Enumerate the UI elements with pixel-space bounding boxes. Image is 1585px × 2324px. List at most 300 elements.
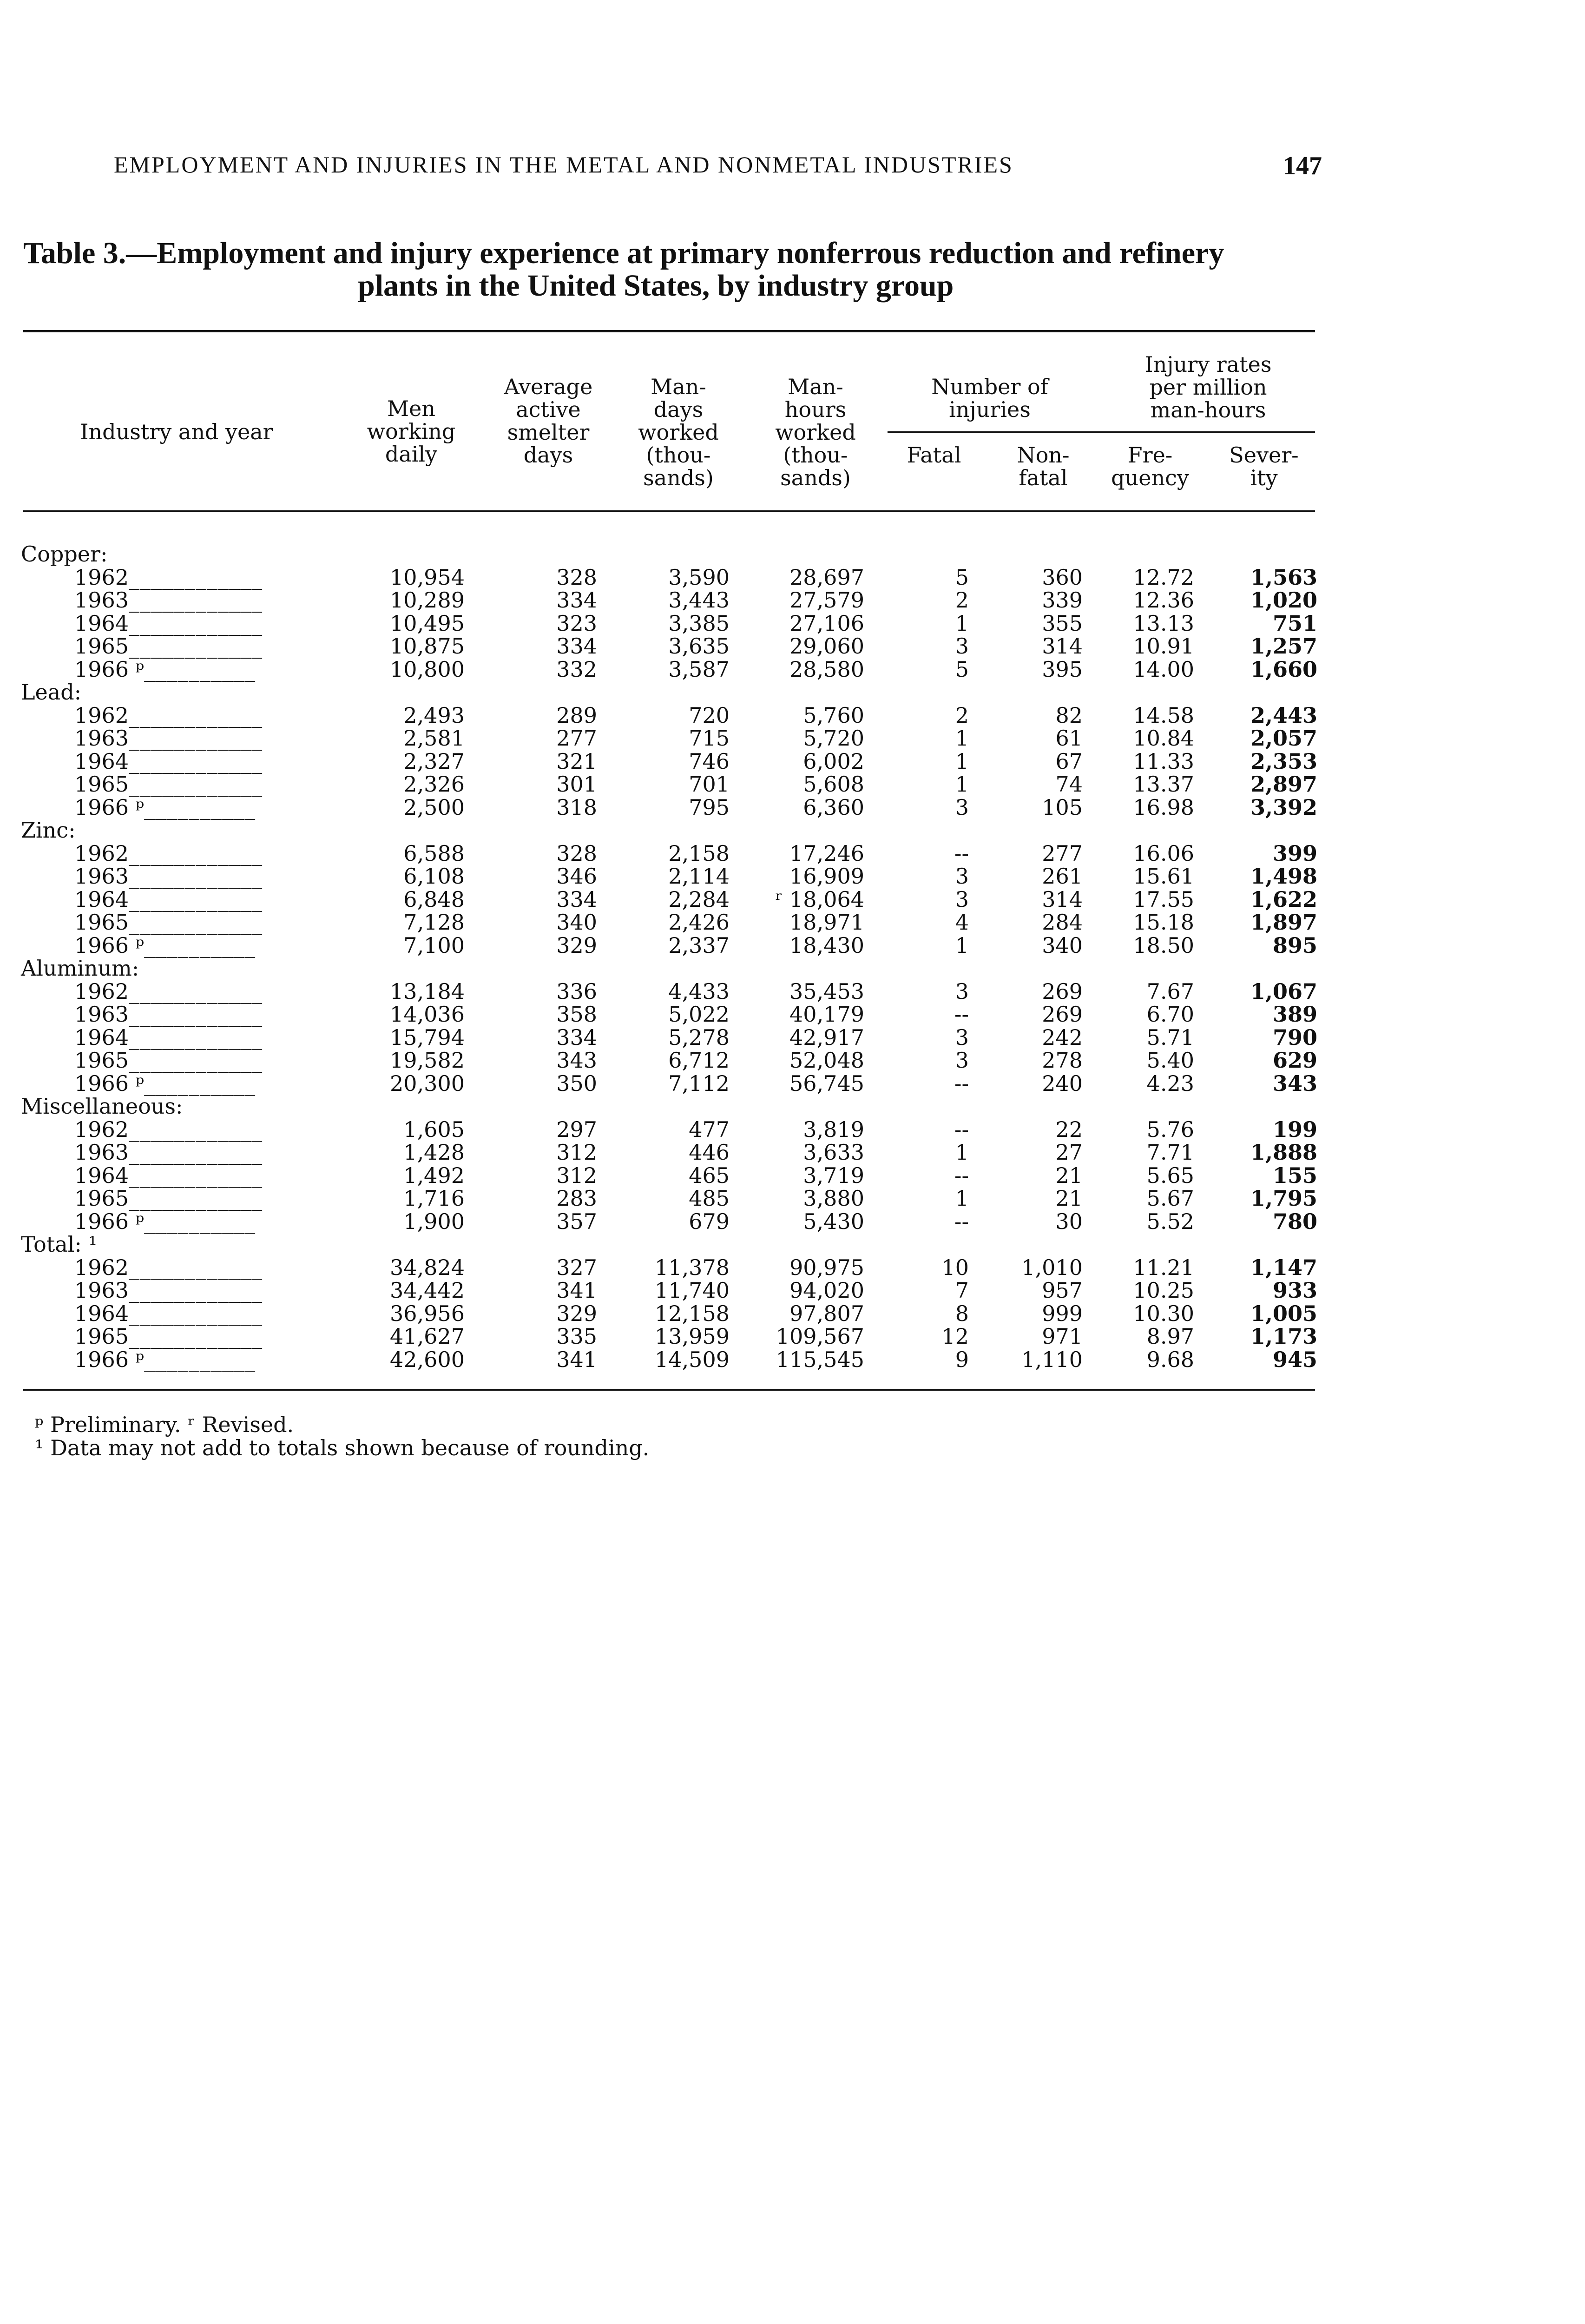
table-row bbox=[0, 934, 1585, 957]
running-head-title: EMPLOYMENT AND INJURIES IN THE METAL AND NONMETAL INDUSTRIES bbox=[114, 152, 1013, 178]
cell-nonfatal: 340 bbox=[1042, 932, 1083, 958]
cell-severity: 343 bbox=[1272, 1070, 1317, 1096]
cell-man-hours: 35,453 bbox=[789, 978, 864, 1004]
cell-man-hours: 18,430 bbox=[789, 932, 864, 958]
row-label-text: 1964 bbox=[74, 610, 129, 636]
cell-men-working-daily: 7,128 bbox=[403, 910, 465, 935]
table-row bbox=[0, 1141, 1585, 1164]
leader-dots: ____________ bbox=[129, 886, 263, 912]
cell-frequency: 11.33 bbox=[1133, 748, 1194, 774]
cell-smelter-days: 297 bbox=[556, 1116, 597, 1142]
cell-men-working-daily: 15,794 bbox=[390, 1024, 465, 1050]
table-row bbox=[0, 566, 1585, 589]
cell-severity: 1,173 bbox=[1250, 1324, 1317, 1349]
cell-smelter-days: 321 bbox=[556, 748, 597, 774]
group-label bbox=[21, 1095, 183, 1118]
cell-man-hours: 109,567 bbox=[776, 1324, 864, 1349]
cell-frequency: 13.13 bbox=[1133, 610, 1194, 636]
row-label-text: 1963 bbox=[74, 1002, 129, 1027]
row-label-text: 1963 bbox=[74, 1140, 129, 1165]
cell-man-days: 679 bbox=[689, 1208, 730, 1234]
year-label bbox=[74, 566, 263, 589]
cell-smelter-days: 289 bbox=[556, 702, 597, 728]
leader-dots: ____________ bbox=[129, 1140, 263, 1165]
row-label-text: 1966 ᵖ bbox=[74, 1208, 145, 1234]
leader-dots: ____________ bbox=[129, 564, 263, 590]
cell-man-days: 4,433 bbox=[668, 978, 730, 1004]
cell-smelter-days: 312 bbox=[556, 1162, 597, 1188]
cell-frequency: 4.23 bbox=[1146, 1070, 1194, 1096]
cell-men-working-daily: 42,600 bbox=[390, 1347, 465, 1372]
leader-dots: ____________ bbox=[129, 588, 263, 613]
cell-nonfatal: 277 bbox=[1042, 840, 1083, 866]
cell-nonfatal: 999 bbox=[1042, 1301, 1083, 1326]
year-label bbox=[74, 1302, 263, 1326]
table-row bbox=[0, 612, 1585, 635]
cell-man-days: 720 bbox=[689, 702, 730, 728]
cell-smelter-days: 328 bbox=[556, 840, 597, 866]
cell-frequency: 18.50 bbox=[1133, 932, 1194, 958]
cell-man-days: 6,712 bbox=[668, 1048, 730, 1073]
cell-man-hours: 6,360 bbox=[803, 794, 864, 820]
cell-frequency: 10.25 bbox=[1133, 1278, 1194, 1303]
cell-smelter-days: 335 bbox=[556, 1324, 597, 1349]
cell-severity: 1,498 bbox=[1250, 864, 1317, 889]
leader-dots: __________ bbox=[144, 656, 256, 682]
cell-men-working-daily: 13,184 bbox=[390, 978, 465, 1004]
year-label bbox=[74, 1003, 263, 1026]
cell-nonfatal: 269 bbox=[1042, 978, 1083, 1004]
cell-man-hours: 17,246 bbox=[789, 840, 864, 866]
cell-fatal: 2 bbox=[955, 702, 969, 728]
row-label-text: 1964 bbox=[74, 748, 129, 774]
leader-dots: ____________ bbox=[129, 1002, 263, 1027]
year-label bbox=[74, 1348, 256, 1372]
cell-man-days: 446 bbox=[689, 1140, 730, 1165]
cell-man-days: 5,278 bbox=[668, 1024, 730, 1050]
leader-dots: ____________ bbox=[129, 748, 263, 774]
cell-man-hours: 27,579 bbox=[789, 588, 864, 613]
cell-man-hours: 97,807 bbox=[789, 1301, 864, 1326]
cell-nonfatal: 278 bbox=[1042, 1048, 1083, 1073]
header-subgroup-rule bbox=[888, 431, 1315, 433]
row-label-text: 1964 bbox=[74, 1162, 129, 1188]
cell-fatal: 1 bbox=[955, 1140, 969, 1165]
cell-nonfatal: 395 bbox=[1042, 656, 1083, 682]
row-label-text: 1962 bbox=[74, 978, 129, 1004]
cell-severity: 1,067 bbox=[1250, 978, 1317, 1004]
cell-man-days: 14,509 bbox=[655, 1347, 730, 1372]
leader-dots: __________ bbox=[144, 1070, 256, 1096]
cell-men-working-daily: 6,588 bbox=[403, 840, 465, 866]
cell-man-days: 465 bbox=[689, 1162, 730, 1188]
cell-fatal: -- bbox=[954, 1162, 969, 1188]
cell-severity: 1,888 bbox=[1250, 1140, 1317, 1165]
cell-severity: 780 bbox=[1272, 1208, 1317, 1234]
cell-men-working-daily: 34,442 bbox=[390, 1278, 465, 1303]
year-label bbox=[74, 980, 263, 1004]
cell-severity: 2,353 bbox=[1250, 748, 1317, 774]
cell-man-hours: 27,106 bbox=[789, 610, 864, 636]
cell-nonfatal: 957 bbox=[1042, 1278, 1083, 1303]
cell-severity: 389 bbox=[1272, 1002, 1317, 1027]
table-row bbox=[0, 1302, 1585, 1326]
cell-man-days: 795 bbox=[689, 794, 730, 820]
cell-severity: 3,392 bbox=[1250, 794, 1317, 820]
cell-smelter-days: 323 bbox=[556, 610, 597, 636]
table-row bbox=[0, 1049, 1585, 1072]
cell-man-days: 13,959 bbox=[655, 1324, 730, 1349]
leader-dots: ____________ bbox=[129, 910, 263, 935]
row-label-text: 1966 ᵖ bbox=[74, 794, 145, 820]
table-row bbox=[0, 1164, 1585, 1188]
year-label bbox=[74, 1072, 256, 1096]
row-label-text: Aluminum: bbox=[21, 956, 139, 981]
cell-severity: 895 bbox=[1272, 932, 1317, 958]
leader-dots: ____________ bbox=[129, 1116, 263, 1142]
table-title-line-1: Table 3.—Employment and injury experience at primary nonferrous reduction and refinery bbox=[23, 236, 1224, 270]
row-label-text: 1962 bbox=[74, 564, 129, 590]
cell-man-days: 2,284 bbox=[668, 886, 730, 912]
year-label bbox=[74, 1325, 263, 1348]
cell-frequency: 10.30 bbox=[1133, 1301, 1194, 1326]
cell-men-working-daily: 2,327 bbox=[403, 748, 465, 774]
group-label bbox=[21, 543, 108, 566]
cell-men-working-daily: 2,493 bbox=[403, 702, 465, 728]
row-label-text: 1966 ᵖ bbox=[74, 1347, 145, 1372]
cell-fatal: 3 bbox=[955, 864, 969, 889]
year-label bbox=[74, 589, 263, 612]
cell-smelter-days: 332 bbox=[556, 656, 597, 682]
cell-smelter-days: 312 bbox=[556, 1140, 597, 1165]
table-row bbox=[0, 727, 1585, 750]
cell-severity: 933 bbox=[1272, 1278, 1317, 1303]
cell-severity: 2,057 bbox=[1250, 726, 1317, 751]
cell-severity: 945 bbox=[1272, 1347, 1317, 1372]
cell-frequency: 5.40 bbox=[1146, 1048, 1194, 1073]
header-industry-and-year: Industry and year bbox=[80, 419, 273, 444]
cell-frequency: 8.97 bbox=[1146, 1324, 1194, 1349]
cell-fatal: 5 bbox=[955, 656, 969, 682]
cell-man-hours: 29,060 bbox=[789, 634, 864, 659]
cell-men-working-daily: 1,428 bbox=[403, 1140, 465, 1165]
cell-smelter-days: 318 bbox=[556, 794, 597, 820]
cell-frequency: 9.68 bbox=[1146, 1347, 1194, 1372]
cell-severity: 1,005 bbox=[1250, 1301, 1317, 1326]
cell-smelter-days: 350 bbox=[556, 1070, 597, 1096]
group-label bbox=[21, 681, 81, 704]
cell-frequency: 14.00 bbox=[1133, 656, 1194, 682]
cell-nonfatal: 355 bbox=[1042, 610, 1083, 636]
cell-nonfatal: 284 bbox=[1042, 910, 1083, 935]
cell-fatal: 3 bbox=[955, 1024, 969, 1050]
header-injury-rates: Injury rates per million man-hours bbox=[1144, 352, 1272, 423]
cell-man-days: 477 bbox=[689, 1116, 730, 1142]
table-title-line-2: plants in the United States, by industry group bbox=[358, 269, 954, 303]
cell-men-working-daily: 10,495 bbox=[390, 610, 465, 636]
table-row bbox=[0, 1003, 1585, 1026]
cell-men-working-daily: 6,848 bbox=[403, 886, 465, 912]
year-label bbox=[74, 865, 263, 888]
cell-men-working-daily: 1,605 bbox=[403, 1116, 465, 1142]
cell-man-hours: 3,880 bbox=[803, 1186, 864, 1211]
cell-men-working-daily: 10,954 bbox=[390, 564, 465, 590]
cell-fatal: 3 bbox=[955, 634, 969, 659]
row-label-text: 1962 bbox=[74, 1116, 129, 1142]
cell-man-days: 11,740 bbox=[655, 1278, 730, 1303]
cell-severity: 399 bbox=[1272, 840, 1317, 866]
group-heading-row bbox=[0, 543, 1585, 566]
cell-frequency: 5.76 bbox=[1146, 1116, 1194, 1142]
cell-smelter-days: 334 bbox=[556, 886, 597, 912]
cell-smelter-days: 340 bbox=[556, 910, 597, 935]
cell-smelter-days: 301 bbox=[556, 772, 597, 797]
row-label-text: 1964 bbox=[74, 1024, 129, 1050]
cell-frequency: 17.55 bbox=[1133, 886, 1194, 912]
cell-smelter-days: 334 bbox=[556, 634, 597, 659]
cell-man-days: 746 bbox=[689, 748, 730, 774]
year-label bbox=[74, 635, 263, 658]
table-row bbox=[0, 1348, 1585, 1372]
cell-man-hours: 5,760 bbox=[803, 702, 864, 728]
row-label-text: Zinc: bbox=[21, 818, 76, 843]
cell-man-hours: 3,633 bbox=[803, 1140, 864, 1165]
group-heading-row bbox=[0, 681, 1585, 704]
header-frequency: Fre- quency bbox=[1111, 442, 1189, 490]
leader-dots: ____________ bbox=[129, 864, 263, 889]
cell-frequency: 14.58 bbox=[1133, 702, 1194, 728]
cell-severity: 1,563 bbox=[1250, 564, 1317, 590]
cell-frequency: 5.65 bbox=[1146, 1162, 1194, 1188]
cell-nonfatal: 242 bbox=[1042, 1024, 1083, 1050]
table-row bbox=[0, 658, 1585, 681]
table-row bbox=[0, 589, 1585, 612]
cell-nonfatal: 105 bbox=[1042, 794, 1083, 820]
year-label bbox=[74, 1256, 263, 1280]
cell-severity: 1,897 bbox=[1250, 910, 1317, 935]
cell-nonfatal: 21 bbox=[1055, 1186, 1083, 1211]
group-label bbox=[21, 819, 76, 842]
cell-fatal: -- bbox=[954, 1070, 969, 1096]
leader-dots: ____________ bbox=[129, 1186, 263, 1211]
cell-nonfatal: 82 bbox=[1055, 702, 1083, 728]
cell-nonfatal: 21 bbox=[1055, 1162, 1083, 1188]
cell-severity: 1,257 bbox=[1250, 634, 1317, 659]
cell-frequency: 10.84 bbox=[1133, 726, 1194, 751]
table-row bbox=[0, 1118, 1585, 1142]
cell-man-hours: 94,020 bbox=[789, 1278, 864, 1303]
cell-smelter-days: 336 bbox=[556, 978, 597, 1004]
cell-fatal: 1 bbox=[955, 772, 969, 797]
row-label-text: 1966 ᵖ bbox=[74, 932, 145, 958]
leader-dots: __________ bbox=[144, 1208, 256, 1234]
table-row bbox=[0, 1187, 1585, 1210]
running-head bbox=[114, 151, 1322, 178]
cell-men-working-daily: 19,582 bbox=[390, 1048, 465, 1073]
cell-nonfatal: 261 bbox=[1042, 864, 1083, 889]
year-label bbox=[74, 1118, 263, 1142]
year-label bbox=[74, 934, 256, 957]
cell-nonfatal: 314 bbox=[1042, 886, 1083, 912]
cell-smelter-days: 358 bbox=[556, 1002, 597, 1027]
table-row bbox=[0, 842, 1585, 865]
year-label bbox=[74, 1164, 263, 1188]
leader-dots: ____________ bbox=[129, 726, 263, 751]
cell-man-days: 5,022 bbox=[668, 1002, 730, 1027]
leader-dots: ____________ bbox=[129, 1278, 263, 1303]
cell-men-working-daily: 10,800 bbox=[390, 656, 465, 682]
cell-men-working-daily: 14,036 bbox=[390, 1002, 465, 1027]
group-label bbox=[21, 957, 139, 980]
year-label bbox=[74, 704, 263, 727]
cell-man-days: 3,587 bbox=[668, 656, 730, 682]
group-heading-row bbox=[0, 1095, 1585, 1118]
leader-dots: ____________ bbox=[129, 1024, 263, 1050]
cell-men-working-daily: 2,581 bbox=[403, 726, 465, 751]
leader-dots: __________ bbox=[144, 1347, 256, 1372]
cell-severity: 1,147 bbox=[1250, 1254, 1317, 1280]
cell-frequency: 5.71 bbox=[1146, 1024, 1194, 1050]
row-label-text: 1965 bbox=[74, 910, 129, 935]
year-label bbox=[74, 842, 263, 865]
row-label-text: 1965 bbox=[74, 1324, 129, 1349]
row-label-text: Lead: bbox=[21, 680, 82, 705]
year-label bbox=[74, 1141, 263, 1164]
year-label bbox=[74, 796, 256, 819]
leader-dots: ____________ bbox=[129, 1162, 263, 1188]
table-row bbox=[0, 980, 1585, 1004]
cell-men-working-daily: 7,100 bbox=[403, 932, 465, 958]
cell-fatal: -- bbox=[954, 1002, 969, 1027]
year-label bbox=[74, 1049, 263, 1072]
cell-man-days: 2,337 bbox=[668, 932, 730, 958]
leader-dots: ____________ bbox=[129, 1048, 263, 1073]
cell-smelter-days: 329 bbox=[556, 1301, 597, 1326]
row-label-text: 1965 bbox=[74, 634, 129, 659]
cell-severity: 1,660 bbox=[1250, 656, 1317, 682]
cell-fatal: 5 bbox=[955, 564, 969, 590]
cell-nonfatal: 30 bbox=[1055, 1208, 1083, 1234]
cell-nonfatal: 74 bbox=[1055, 772, 1083, 797]
row-label-text: 1963 bbox=[74, 726, 129, 751]
cell-frequency: 5.52 bbox=[1146, 1208, 1194, 1234]
leader-dots: ____________ bbox=[129, 1254, 263, 1280]
cell-frequency: 7.71 bbox=[1146, 1140, 1194, 1165]
cell-man-hours: 28,697 bbox=[789, 564, 864, 590]
cell-nonfatal: 339 bbox=[1042, 588, 1083, 613]
cell-smelter-days: 334 bbox=[556, 588, 597, 613]
cell-severity: 2,443 bbox=[1250, 702, 1317, 728]
group-heading-row bbox=[0, 957, 1585, 980]
cell-man-days: 11,378 bbox=[655, 1254, 730, 1280]
cell-man-days: 7,112 bbox=[668, 1070, 730, 1096]
cell-nonfatal: 1,010 bbox=[1021, 1254, 1083, 1280]
group-heading-row bbox=[0, 819, 1585, 842]
cell-frequency: 16.98 bbox=[1133, 794, 1194, 820]
cell-severity: 155 bbox=[1272, 1162, 1317, 1188]
cell-fatal: 1 bbox=[955, 726, 969, 751]
cell-men-working-daily: 10,289 bbox=[390, 588, 465, 613]
header-fatal: Fatal bbox=[907, 442, 961, 468]
cell-men-working-daily: 2,500 bbox=[403, 794, 465, 820]
header-nonfatal: Non- fatal bbox=[1017, 442, 1070, 490]
footnote-rounding: ¹ Data may not add to totals shown because of rounding. bbox=[35, 1435, 650, 1460]
row-label-text: Total: ¹ bbox=[21, 1232, 97, 1257]
cell-men-working-daily: 2,326 bbox=[403, 772, 465, 797]
cell-smelter-days: 277 bbox=[556, 726, 597, 751]
cell-nonfatal: 269 bbox=[1042, 1002, 1083, 1027]
table-row bbox=[0, 773, 1585, 796]
cell-frequency: 6.70 bbox=[1146, 1002, 1194, 1027]
cell-man-hours: 5,608 bbox=[803, 772, 864, 797]
leader-dots: ____________ bbox=[129, 610, 263, 636]
cell-fatal: -- bbox=[954, 1208, 969, 1234]
cell-man-hours: ʳ 18,064 bbox=[775, 886, 864, 912]
cell-fatal: 1 bbox=[955, 748, 969, 774]
cell-men-working-daily: 20,300 bbox=[390, 1070, 465, 1096]
table-top-rule bbox=[23, 330, 1315, 332]
cell-man-hours: 16,909 bbox=[789, 864, 864, 889]
cell-man-days: 701 bbox=[689, 772, 730, 797]
cell-men-working-daily: 1,900 bbox=[403, 1208, 465, 1234]
cell-fatal: 1 bbox=[955, 932, 969, 958]
cell-man-days: 3,635 bbox=[668, 634, 730, 659]
cell-fatal: 10 bbox=[941, 1254, 969, 1280]
cell-men-working-daily: 6,108 bbox=[403, 864, 465, 889]
cell-severity: 1,020 bbox=[1250, 588, 1317, 613]
cell-smelter-days: 343 bbox=[556, 1048, 597, 1073]
leader-dots: __________ bbox=[144, 932, 256, 958]
year-label bbox=[74, 658, 256, 681]
cell-frequency: 11.21 bbox=[1133, 1254, 1194, 1280]
cell-man-days: 3,443 bbox=[668, 588, 730, 613]
cell-frequency: 12.72 bbox=[1133, 564, 1194, 590]
row-label-text: 1963 bbox=[74, 588, 129, 613]
table-row bbox=[0, 1210, 1585, 1234]
row-label-text: 1964 bbox=[74, 1301, 129, 1326]
row-label-text: 1965 bbox=[74, 1186, 129, 1211]
year-label bbox=[74, 750, 263, 773]
cell-smelter-days: 329 bbox=[556, 932, 597, 958]
cell-fatal: 2 bbox=[955, 588, 969, 613]
cell-men-working-daily: 1,492 bbox=[403, 1162, 465, 1188]
cell-man-hours: 3,819 bbox=[803, 1116, 864, 1142]
cell-severity: 199 bbox=[1272, 1116, 1317, 1142]
table-row bbox=[0, 704, 1585, 727]
cell-man-hours: 28,580 bbox=[789, 656, 864, 682]
cell-fatal: 1 bbox=[955, 610, 969, 636]
cell-man-hours: 56,745 bbox=[789, 1070, 864, 1096]
page-number: 147 bbox=[1283, 152, 1322, 180]
cell-man-days: 2,114 bbox=[668, 864, 730, 889]
row-label-text: Copper: bbox=[21, 541, 108, 567]
header-average-active-smelter-days: Average active smelter days bbox=[504, 374, 593, 468]
table-row bbox=[0, 865, 1585, 888]
cell-fatal: 3 bbox=[955, 978, 969, 1004]
group-label bbox=[21, 1233, 97, 1256]
cell-nonfatal: 61 bbox=[1055, 726, 1083, 751]
cell-smelter-days: 341 bbox=[556, 1278, 597, 1303]
cell-man-days: 2,158 bbox=[668, 840, 730, 866]
cell-men-working-daily: 36,956 bbox=[390, 1301, 465, 1326]
leader-dots: ____________ bbox=[129, 978, 263, 1004]
year-label bbox=[74, 612, 263, 635]
cell-smelter-days: 283 bbox=[556, 1186, 597, 1211]
cell-man-days: 3,385 bbox=[668, 610, 730, 636]
cell-nonfatal: 22 bbox=[1055, 1116, 1083, 1142]
cell-men-working-daily: 10,875 bbox=[390, 634, 465, 659]
row-label-text: 1964 bbox=[74, 886, 129, 912]
